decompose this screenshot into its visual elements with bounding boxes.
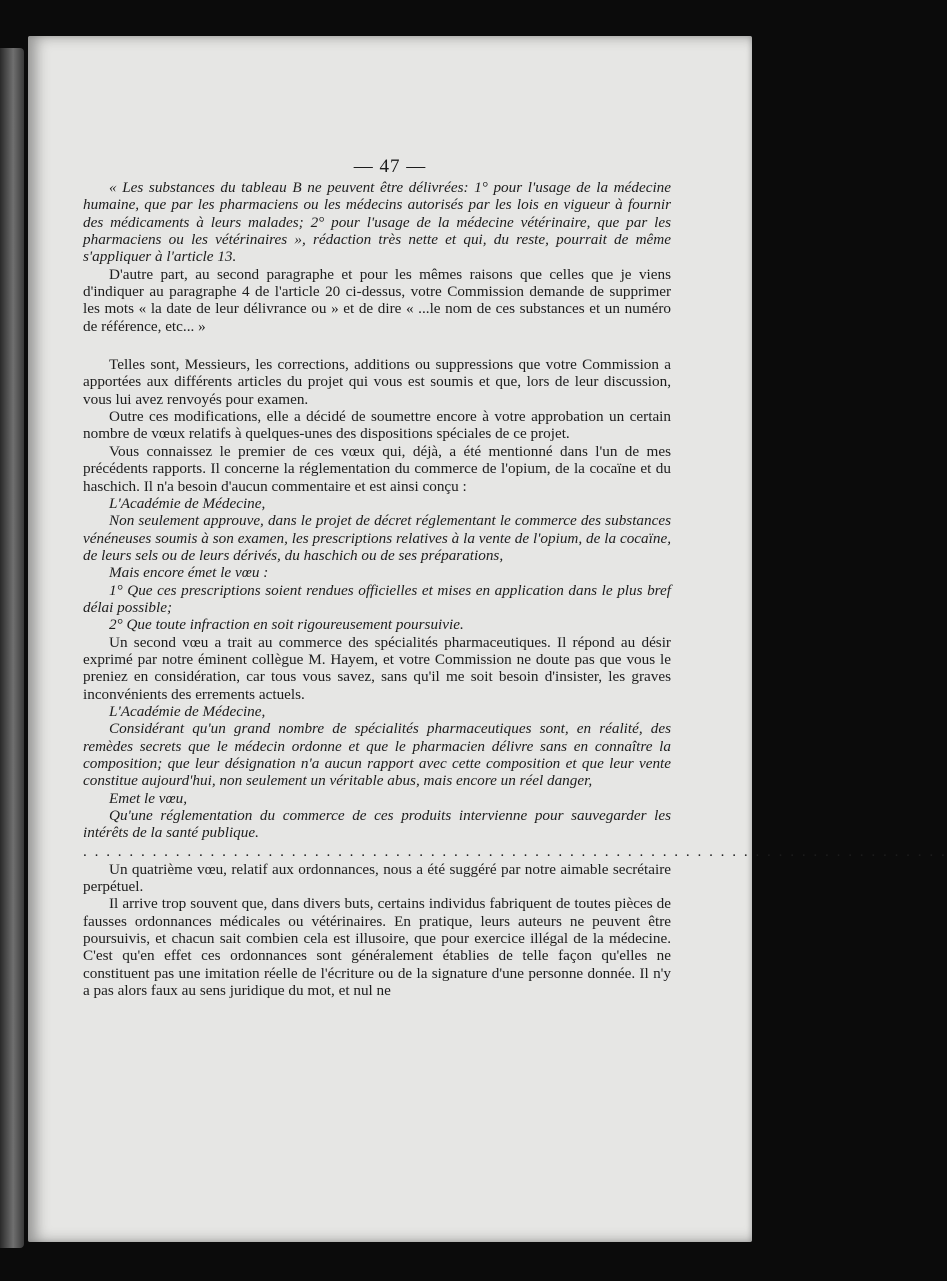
body-paragraph: Un second vœu a trait au commerce des spécialités pharmaceutiques. Il répond au désir exprimé par notre éminent collègue M. Hayem, et votre Commission ne doute pas que vous le preniez en considération, car tous vous savez, sans qu'il me soit besoin d'insister, les graves inconvénients des errements actuels.	[83, 633, 671, 703]
body-paragraph: Vous connaissez le premier de ces vœux qui, déjà, a été mentionné dans l'un de mes précédents rapports. Il concerne la réglementation du commerce de l'opium, de la cocaïne et du haschich. Il n'a besoin d'aucun commentaire et est ainsi conçu :	[83, 442, 671, 495]
resolution-text: Emet le vœu,	[109, 789, 188, 807]
dotted-separator: . . . . . . . . . . . . . . . . . . . . . . . . . . . . . . . . . . . . . . . . . . . . . . . . . . . . . . . . . . . . . . . . . . . . . . . . . . .	[83, 842, 947, 860]
resolution-text: Mais encore émet le vœu :	[109, 564, 269, 582]
body-paragraph: D'autre part, au second paragraphe et pour les mêmes raisons que celles que je viens d'indiquer au paragraphe 4 de l'article 20 ci-dessus, votre Commission demande de supprimer les mots « la date de leur délivrance ou » et de dire « ...le nom de ces substances et un numéro de référence, etc... »	[83, 265, 671, 335]
book-page	[28, 36, 947, 1242]
quote-paragraph: « Les substances du tableau B ne peuvent être délivrées: 1° pour l'usage de la médecine humaine, que par les pharmaciens ou les médecins autorisés par les lois en vigueur à fournir des médicaments à leurs malades; 2° pour l'usage de la médecine vétérinaire, que par les pharmaciens ou les vétérinaires », rédaction très nette et qui, du reste, pourrait de même s'appliquer à l'article 13.	[83, 179, 671, 266]
resolution-text: Considérant qu'un grand nombre de spécialités pharmaceutiques sont, en réalité, des remèdes secrets que le médecin ordonne et que le pharmacien délivre sans en connaître la composition; que leur désignation n'a aucun rapport avec cette composition et que leur vente constitue aujourd'hui, non seulement un véritable abus, mais encore un réel danger,	[83, 720, 671, 790]
facing-page-edge	[0, 48, 24, 1248]
resolution-text: Qu'une réglementation du commerce de ces produits intervienne pour sauvegarder les intérêts de la santé publique.	[83, 807, 671, 842]
page-body	[83, 179, 947, 1000]
paragraph-gap	[83, 335, 671, 356]
resolution-heading: L'Académie de Médecine,	[109, 702, 266, 720]
body-paragraph: Il arrive trop souvent que, dans divers buts, certains individus fabriquent de toutes pièces de fausses ordonnances médicales ou vétérinaires. En pratique, leurs auteurs ne peuvent être poursuivis, et chacun sait combien cela est illusoire, que pour exercice illégal de la médecine. C'est qu'en effet ces ordonnances sont généralement établies de telle façon qu'elles ne constituent pas une imitation réelle de l'écriture ou de la signature d'une personne donnée. Il n'y a pas alors faux au sens juridique du mot, et nul ne	[83, 895, 671, 1000]
resolution-item: 1° Que ces prescriptions soient rendues officielles et mises en application dans le plus bref délai possible;	[83, 581, 671, 616]
resolution-item: 2° Que toute infraction en soit rigoureusement poursuivie.	[109, 616, 464, 634]
body-paragraph: Outre ces modifications, elle a décidé de soumettre encore à votre approbation un certain nombre de vœux relatifs à quelques-unes des dispositions spéciales de ce projet.	[83, 408, 671, 443]
resolution-text: Non seulement approuve, dans le projet de décret réglementant le commerce des substances vénéneuses soumis à son examen, les prescriptions relatives à la vente de l'opium, de la cocaïne, de leurs sels ou de leurs dérivés, du haschich ou de ses préparations,	[83, 512, 671, 564]
body-paragraph: Un quatrième vœu, relatif aux ordonnances, nous a été suggéré par notre aimable secrétaire perpétuel.	[83, 860, 671, 896]
body-paragraph: Telles sont, Messieurs, les corrections, additions ou suppressions que votre Commission a apportées aux différents articles du projet qui vous est soumis et que, lors de leur discussion, vous lui avez renvoyés pour examen.	[83, 356, 671, 408]
resolution-heading: L'Académie de Médecine,	[109, 494, 266, 512]
page-number: — 47 —	[353, 156, 427, 177]
